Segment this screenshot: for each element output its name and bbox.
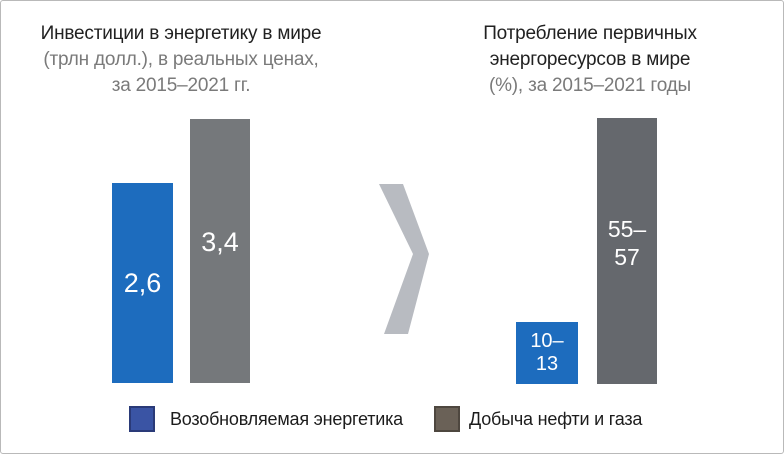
left-chart-title-line3: за 2015–2021 гг. — [111, 75, 251, 96]
legend-item-renewable — [129, 405, 403, 433]
bar-consumption-renewable — [516, 322, 578, 384]
bar-investment-renewable — [112, 183, 173, 383]
right-chart-title — [440, 21, 740, 99]
legend-label-oil-gas: Добыча нефти и газа — [469, 408, 643, 429]
bar-value-line1: 55– — [607, 216, 647, 242]
right-chart-title-line2: энергоресурсов в мире — [489, 49, 691, 70]
bar-value-line2: 57 — [614, 244, 640, 270]
legend-swatch-oil-gas-icon — [434, 406, 460, 432]
bar-value-line2: 13 — [535, 353, 559, 375]
bar-value-label: 3,4 — [201, 226, 239, 257]
bar-value-line1: 10– — [530, 330, 564, 352]
legend-swatch-renewable-icon — [129, 406, 155, 432]
bar-value-label — [530, 330, 563, 376]
bar-value-label — [608, 215, 646, 271]
left-chart-title-line1: Инвестиции в энергетику в мире — [40, 23, 322, 44]
left-chart-title — [31, 21, 331, 99]
bar-consumption-oil-gas — [597, 118, 657, 384]
right-chart-title-line1: Потребление первичных — [483, 23, 697, 44]
right-chart-title-line3: (%), за 2015–2021 годы — [488, 75, 692, 96]
bar-value-label: 2,6 — [123, 267, 162, 298]
bar-investment-oil-gas — [190, 119, 250, 383]
legend-label-renewable: Возобновляемая энергетика — [170, 408, 403, 429]
legend-item-oil-gas — [434, 405, 642, 433]
left-chart-title-line2: (трлн долл.), в реальных ценах, — [43, 49, 319, 70]
